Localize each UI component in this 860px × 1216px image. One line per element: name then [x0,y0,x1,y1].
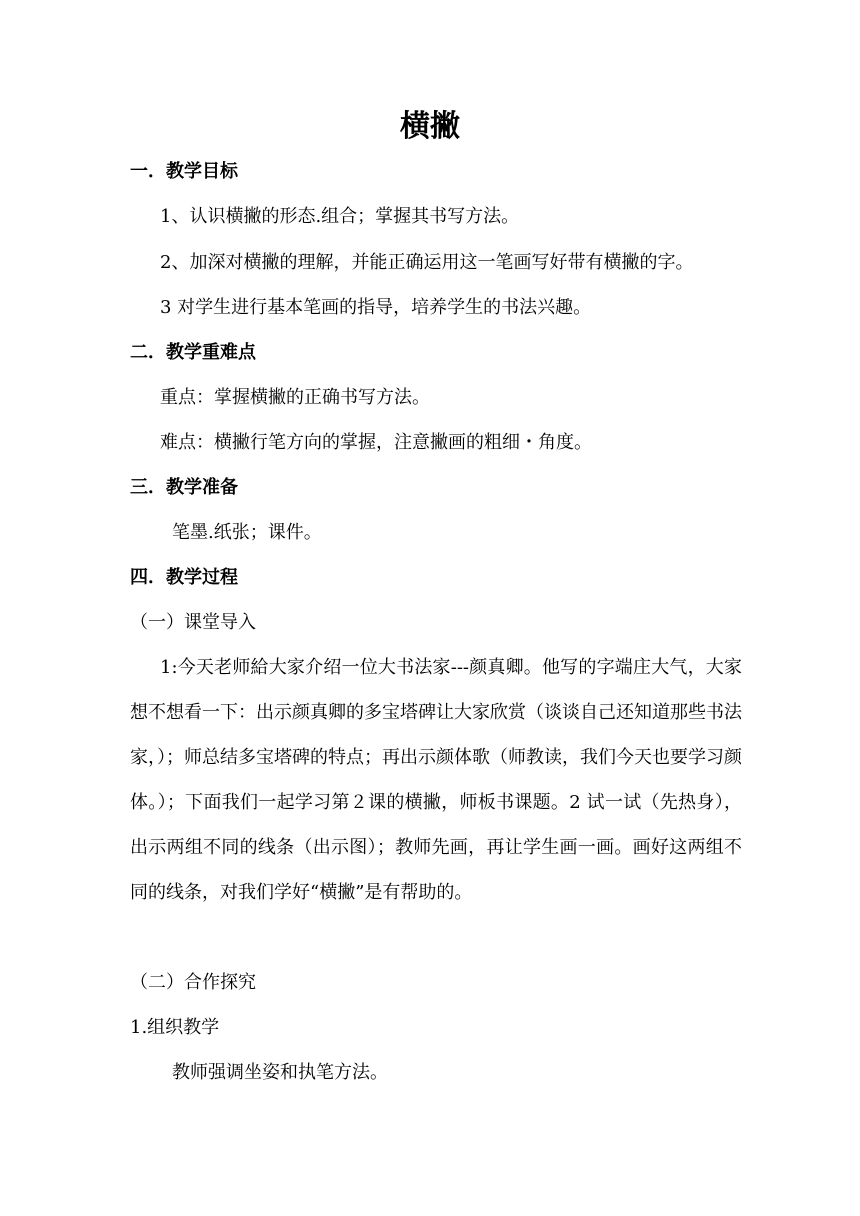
subsection-heading-cooperation: （二）合作探究 [130,972,256,993]
cooperation-item-text: 教师强调坐姿和执笔方法。 [172,1062,388,1083]
difficulty-item: 难点：横撇行笔方向的掌握，注意撇画的粗细・角度。 [160,432,592,453]
key-point-item: 重点：掌握横撇的正确书写方法。 [160,387,430,408]
objective-item-3: 3 对学生进行基本笔画的指导，培养学生的书法兴趣。 [160,297,592,318]
section-heading-process: 四．教学过程 [130,567,238,588]
section-heading-objectives: 一．教学目标 [130,161,238,182]
objective-item-2: 2、加深对横撇的理解，并能正确运用这一笔画写好带有横撇的字。 [160,252,694,273]
subsection-heading-introduction: （一）课堂导入 [130,612,256,633]
section-heading-preparation: 三．教学准备 [130,477,238,498]
introduction-paragraph: 1:今天老师給大家介绍一位大书法家---颜真卿。他写的字端庄大气，大家想不想看一下：出示颜真卿的多宝塔碑让大家欣赏（谈谈自己还知道那些书法家，）；师总结多宝塔碑的特点；再出示颜体歌（师教读，我们今天也要学习颜体。）；下面我们一起学习第２课的横撇，师板书课题。2 试一试（先热身），出示两组不同的线条（出示图）；教师先画，再让学生画一画。画好这两组不同的线条，对我们学好“横撇”是有帮助的。 [130,657,742,903]
section-heading-key-points: 二．教学重难点 [130,342,256,363]
document-title: 横撇 [400,109,460,144]
cooperation-item-title: 1.组织教学 [130,1017,220,1038]
preparation-item: 笔墨.纸张；课件。 [172,522,322,543]
objective-item-1: 1、认识横撇的形态.组合；掌握其书写方法。 [160,206,520,227]
